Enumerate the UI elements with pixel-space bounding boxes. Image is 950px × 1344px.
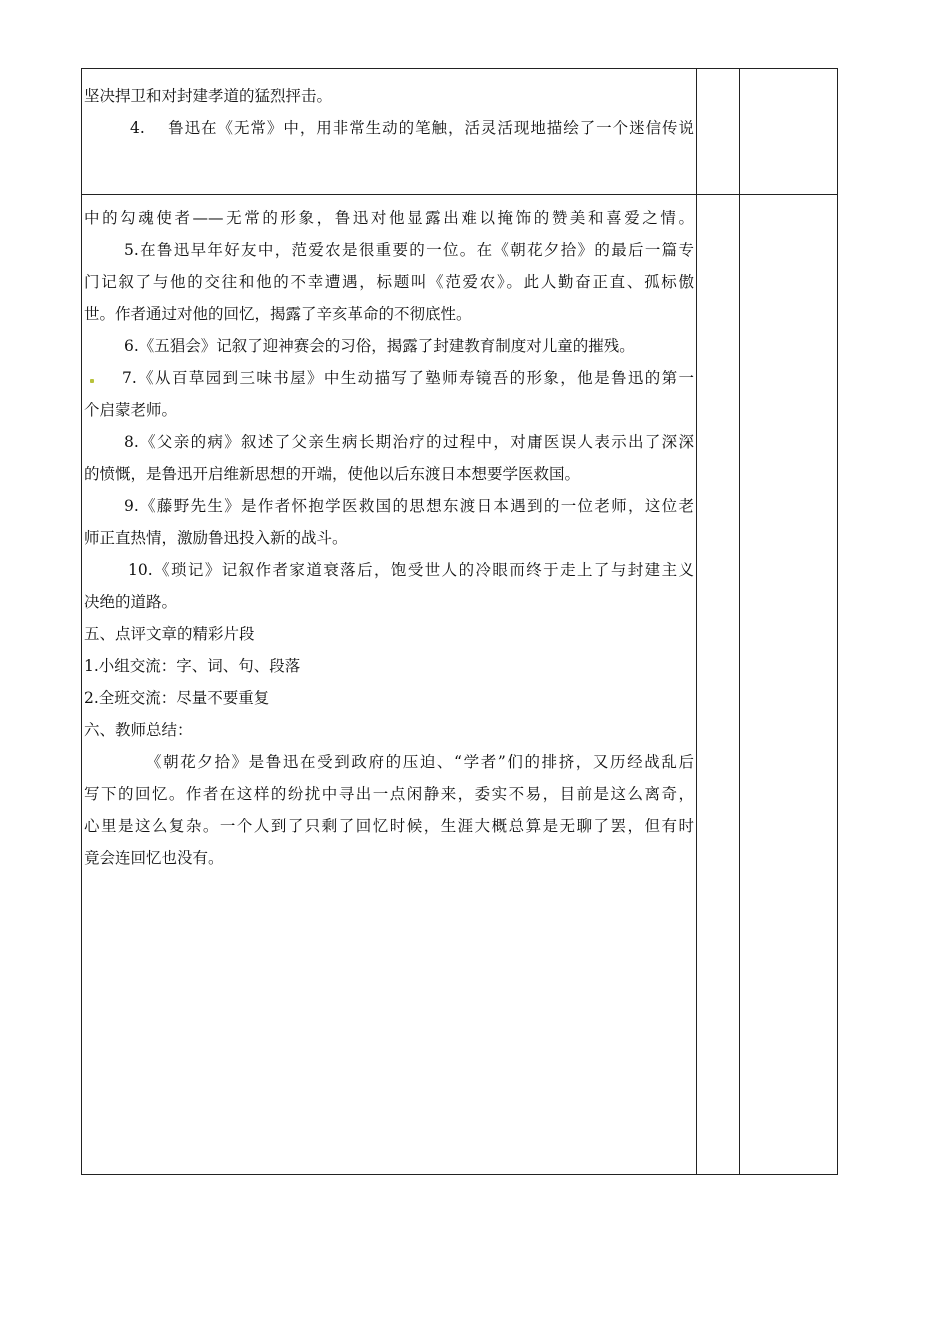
text-line: 坚决捍卫和对封建孝道的猛烈抨击。: [84, 87, 333, 105]
lesson-table: [81, 68, 838, 1175]
text-line: 的愤慨，是鲁迅开启维新思想的开端，使他以后东渡日本想要学医救国。: [84, 465, 581, 483]
section-heading-5: 五、点评文章的精彩片段: [84, 625, 255, 643]
list-item-6: 6.《五猖会》记叙了迎神赛会的习俗，揭露了封建教育制度对儿童的摧残。: [124, 337, 635, 355]
empty-cell: [740, 69, 838, 195]
text-line: 世。作者通过对他的回忆，揭露了辛亥革命的不彻底性。: [84, 305, 472, 323]
text-line: 1.小组交流：字、词、句、段落: [84, 657, 301, 675]
empty-cell: [740, 195, 838, 1175]
table-row: [82, 69, 838, 195]
table-row: [82, 195, 838, 1175]
text-line: 竟会连回忆也没有。: [84, 849, 224, 867]
list-item-5: 5.在鲁迅早年好友中，范爱农是很重要的一位。在《朝花夕拾》的最后一篇专: [124, 241, 694, 259]
list-item-4: 4. 鲁迅在《无常》中，用非常生动的笔触，活灵活现地描绘了一个迷信传说: [130, 119, 694, 137]
list-item-8: 8.《父亲的病》叙述了父亲生病长期治疗的过程中，对庸医误人表示出了深深: [124, 433, 694, 451]
text-line: 个启蒙老师。: [84, 401, 178, 419]
list-item-10: 10.《琐记》记叙作者家道衰落后，饱受世人的冷眼而终于走上了与封建主义: [128, 561, 694, 579]
content-cell: [82, 69, 697, 195]
text-line: 2.全班交流：尽量不要重复: [84, 689, 270, 707]
text-line: 决绝的道路。: [84, 593, 178, 611]
content-cell: [82, 195, 697, 1175]
list-item-9: 9.《藤野先生》是作者怀抱学医救国的思想东渡日本遇到的一位老师，这位老: [124, 497, 694, 515]
text-line: 中的勾魂使者——无常的形象，鲁迅对他显露出难以掩饰的赞美和喜爱之情。: [84, 209, 694, 227]
text-line: 7.《从百草园到三味书屋》中生动描写了塾师寿镜吾的形象，他是鲁迅的第一: [122, 369, 694, 387]
empty-cell: [697, 69, 740, 195]
section-heading-6: 六、教师总结：: [84, 721, 193, 739]
summary-paragraph: 《朝花夕拾》是鲁迅在受到政府的压迫、“学者”们的排挤，又历经战乱后: [146, 753, 694, 771]
empty-cell: [697, 195, 740, 1175]
text-line: 师正直热情，激励鲁迅投入新的战斗。: [84, 529, 348, 547]
list-item-7: [84, 362, 694, 394]
text-line: 写下的回忆。作者在这样的纷扰中寻出一点闲静来，委实不易，目前是这么离奇，: [84, 785, 694, 803]
text-line: 门记叙了与他的交往和他的不幸遭遇，标题叫《范爱农》。此人勤奋正直、孤标傲: [84, 273, 694, 291]
text-line: 心里是这么复杂。一个人到了只剩了回忆时候，生涯大概总算是无聊了罢，但有时: [84, 817, 694, 835]
marker-dot: [90, 379, 94, 383]
